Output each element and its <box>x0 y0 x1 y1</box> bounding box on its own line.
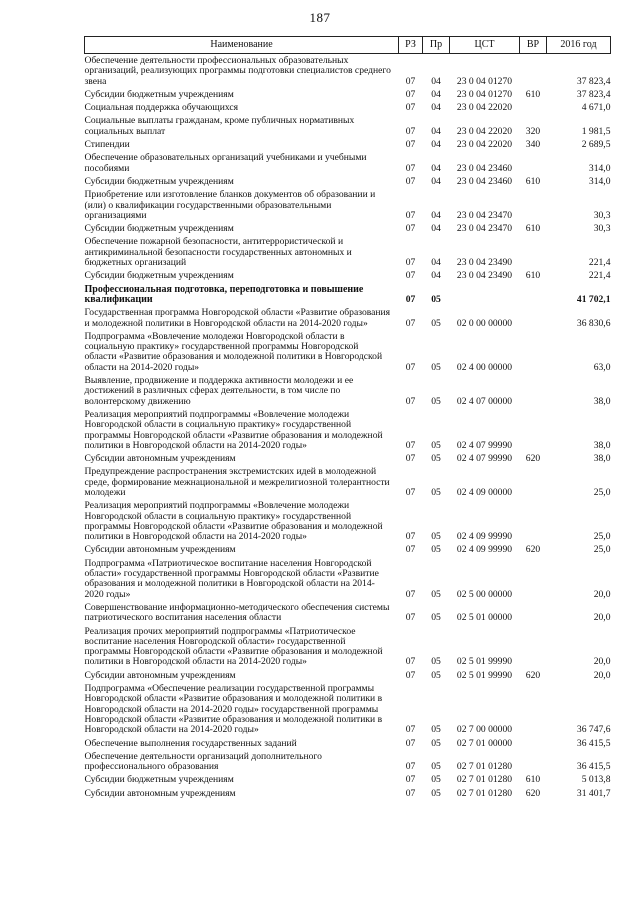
row-vr <box>520 601 547 625</box>
row-pr: 04 <box>431 270 441 282</box>
row-amount: 30,3 <box>593 223 611 235</box>
row-name: Субсидии бюджетным учреждениям <box>84 175 234 187</box>
table-row <box>85 269 611 282</box>
row-vr <box>520 235 547 269</box>
row-vr <box>520 374 547 408</box>
row-amount: 221,4 <box>588 270 611 282</box>
row-pr: 04 <box>431 257 441 269</box>
row-name: Обеспечение деятельности организаций дополнительного профессионального образования <box>84 750 322 773</box>
row-cst: 02 0 00 00000 <box>456 317 513 329</box>
row-pr: 05 <box>431 317 441 329</box>
row-vr <box>520 625 547 669</box>
table-row <box>85 750 611 774</box>
row-rz: 07 <box>405 223 416 235</box>
budget-table <box>84 36 611 800</box>
row-pr: 05 <box>431 361 441 373</box>
row-cst: 02 4 09 00000 <box>456 486 513 498</box>
row-rz: 07 <box>405 162 416 174</box>
row-rz: 07 <box>405 139 416 151</box>
row-cst: 23 0 04 23470 <box>456 209 513 221</box>
row-amount: 36 415,5 <box>576 737 611 749</box>
table-row <box>85 543 611 556</box>
row-pr: 05 <box>431 395 441 407</box>
row-cst: 02 7 01 01280 <box>456 774 513 786</box>
row-name: Субсидии бюджетным учреждениям <box>84 223 234 235</box>
row-amount: 25,0 <box>593 531 611 543</box>
row-cst: 02 7 00 00000 <box>456 724 513 736</box>
row-cst: 02 5 00 00000 <box>456 588 513 600</box>
row-name: Обеспечение деятельности профессиональных образовательных организаций, реализующих программы подготовки специалистов среднего звена <box>84 55 391 87</box>
row-vr <box>520 151 547 175</box>
row-rz: 07 <box>405 531 416 543</box>
row-name: Субсидии автономным учреждениям <box>84 544 236 556</box>
row-cst: 23 0 04 23460 <box>456 175 513 187</box>
row-vr <box>520 750 547 774</box>
row-amount: 314,0 <box>588 175 611 187</box>
row-vr: 610 <box>525 223 541 235</box>
table-row <box>85 306 611 330</box>
row-rz: 07 <box>405 612 416 624</box>
row-rz: 07 <box>405 669 416 681</box>
row-rz: 07 <box>405 209 416 221</box>
row-pr: 05 <box>431 724 441 736</box>
row-vr <box>520 283 547 307</box>
row-cst: 23 0 04 22020 <box>456 102 513 114</box>
row-pr: 04 <box>431 223 441 235</box>
row-pr: 04 <box>431 102 441 114</box>
row-pr: 04 <box>431 175 441 187</box>
column-header-pr: Пр <box>423 37 450 54</box>
table-row <box>85 557 611 601</box>
row-amount: 37 823,4 <box>576 75 611 87</box>
row-rz: 07 <box>405 395 416 407</box>
row-cst: 02 4 07 99990 <box>456 439 513 451</box>
row-rz: 07 <box>405 175 416 187</box>
page-number: 187 <box>309 10 331 25</box>
row-pr: 05 <box>431 293 441 305</box>
row-amount: 63,0 <box>593 361 611 373</box>
table-row <box>85 330 611 374</box>
row-vr <box>520 306 547 330</box>
row-vr: 610 <box>525 175 541 187</box>
row-cst: 02 7 01 01280 <box>456 761 513 773</box>
row-amount: 41 702,1 <box>576 293 611 305</box>
row-rz: 07 <box>405 75 416 87</box>
row-name: Субсидии бюджетным учреждениям <box>84 88 234 100</box>
row-vr: 620 <box>525 787 541 799</box>
table-row <box>85 408 611 452</box>
row-cst: 23 0 04 23470 <box>456 223 513 235</box>
row-amount: 37 823,4 <box>576 88 611 100</box>
row-pr: 05 <box>431 656 441 668</box>
row-name: Субсидии бюджетным учреждениям <box>84 270 234 282</box>
table-row <box>85 773 611 786</box>
table-row <box>85 222 611 235</box>
row-rz: 07 <box>405 544 416 556</box>
row-name: Обеспечение пожарной безопасности, антитеррористической и антикриминальной безопасности государственных автономных и бюджетных организаций <box>84 236 352 269</box>
table-row <box>85 235 611 269</box>
row-vr <box>520 101 547 114</box>
row-name: Обеспечение образовательных организаций учебниками и учебными пособиями <box>84 152 367 174</box>
table-row <box>85 283 611 307</box>
row-amount: 1 981,5 <box>581 125 611 137</box>
row-name: Совершенствование информационно-методического обеспечения системы патриотического воспитания населения области <box>84 601 390 624</box>
row-pr: 04 <box>431 75 441 87</box>
row-name: Реализация мероприятий подпрограммы «Вовлечение молодежи Новгородской области в социальную практику» государственной программы Новгородской области «Развитие образования и молодежной политики в Новгородской области на 2014-2020 годы» <box>84 500 383 543</box>
row-vr <box>520 330 547 374</box>
row-vr: 320 <box>525 125 541 137</box>
row-amount: 2 689,5 <box>581 139 611 151</box>
row-name: Подпрограмма «Обеспечение реализации государственной программы Новгородской области «Развитие образования и молодежной политики в Новгородской области на 2014-2020 годы» государственной программы Новгородской области «Развитие образования и молодежной политики в Новгородской области на 2014-2020 годы» <box>84 683 383 736</box>
row-name: Государственная программа Новгородской области «Развитие образования и молодежной политики в Новгородской области на 2014-2020 годы» <box>84 307 391 329</box>
row-vr <box>520 737 547 750</box>
table-row <box>85 625 611 669</box>
row-rz: 07 <box>405 656 416 668</box>
row-rz: 07 <box>405 317 416 329</box>
table-header-row <box>85 37 611 54</box>
row-vr: 610 <box>525 88 541 100</box>
table-row <box>85 465 611 499</box>
row-cst: 02 7 01 01280 <box>456 787 513 799</box>
row-cst: 02 5 01 99990 <box>456 656 513 668</box>
row-pr: 05 <box>431 669 441 681</box>
row-rz: 07 <box>405 125 416 137</box>
row-pr: 04 <box>431 139 441 151</box>
row-cst: 02 5 01 99990 <box>456 669 513 681</box>
row-name: Подпрограмма «Вовлечение молодежи Новгородской области в социальную практику» государственной программы Новгородской области «Развитие образования и молодежной политики в Новгородской области на 2014-2020 годы» <box>84 330 383 373</box>
row-amount: 20,0 <box>593 612 611 624</box>
column-header-cst: ЦСТ <box>450 37 520 54</box>
row-rz: 07 <box>405 774 416 786</box>
row-name: Обеспечение выполнения государственных заданий <box>84 737 297 749</box>
table-row <box>85 682 611 736</box>
row-amount: 25,0 <box>593 544 611 556</box>
row-vr <box>520 54 547 88</box>
table-row <box>85 151 611 175</box>
table-row <box>85 787 611 800</box>
row-pr: 05 <box>431 787 441 799</box>
row-rz: 07 <box>405 270 416 282</box>
row-cst: 23 0 04 23490 <box>456 257 513 269</box>
row-rz: 07 <box>405 439 416 451</box>
row-amount: 4 671,0 <box>581 102 611 114</box>
row-rz: 07 <box>405 293 416 305</box>
row-vr <box>520 557 547 601</box>
row-amount: 38,0 <box>593 439 611 451</box>
row-cst: 23 0 04 01270 <box>456 88 513 100</box>
row-cst: 02 4 09 99990 <box>456 531 513 543</box>
row-rz: 07 <box>405 787 416 799</box>
row-amount: 36 415,5 <box>576 761 611 773</box>
row-pr: 05 <box>431 761 441 773</box>
row-pr: 05 <box>431 439 441 451</box>
row-pr: 04 <box>431 162 441 174</box>
table-body <box>85 54 611 801</box>
row-cst: 02 4 07 00000 <box>456 395 513 407</box>
row-pr: 05 <box>431 453 441 465</box>
row-cst: 23 0 04 01270 <box>456 75 513 87</box>
row-vr: 620 <box>525 453 541 465</box>
row-amount: 5 013,8 <box>581 774 611 786</box>
row-cst: 23 0 04 22020 <box>456 139 513 151</box>
row-name: Субсидии автономным учреждениям <box>84 669 236 681</box>
row-cst: 02 4 00 00000 <box>456 361 513 373</box>
table-row <box>85 452 611 465</box>
column-header-vr: ВР <box>520 37 547 54</box>
row-name: Социальные выплаты гражданам, кроме публичных нормативных социальных выплат <box>84 115 355 137</box>
row-rz: 07 <box>405 453 416 465</box>
table-row <box>85 499 611 543</box>
row-rz: 07 <box>405 88 416 100</box>
row-vr: 610 <box>525 774 541 786</box>
row-rz: 07 <box>405 737 416 749</box>
row-amount: 31 401,7 <box>576 787 611 799</box>
row-amount: 20,0 <box>593 656 611 668</box>
row-amount: 36 830,6 <box>576 317 611 329</box>
table-row <box>85 54 611 88</box>
row-name: Субсидии автономным учреждениям <box>84 453 236 465</box>
row-vr: 620 <box>525 669 541 681</box>
table-row <box>85 669 611 682</box>
row-pr: 05 <box>431 774 441 786</box>
row-cst: 02 4 09 99990 <box>456 544 513 556</box>
row-name: Субсидии автономным учреждениям <box>84 787 236 799</box>
column-header-year: 2016 год <box>547 37 611 54</box>
row-amount: 30,3 <box>593 209 611 221</box>
row-rz: 07 <box>405 724 416 736</box>
row-rz: 07 <box>405 486 416 498</box>
row-name: Выявление, продвижение и поддержка активности молодежи и ее достижений в различных сферах деятельности, в том числе по волонтерскому движению <box>84 375 354 407</box>
row-cst: 23 0 04 23460 <box>456 162 513 174</box>
row-pr: 05 <box>431 612 441 624</box>
row-cst <box>450 283 520 307</box>
row-name: Подпрограмма «Патриотическое воспитание населения Новгородской области» государственной программы Новгородской области «Развитие образования и молодежной политики в Новгородской области на 2014-2020 годы» <box>84 557 379 600</box>
table-row <box>85 101 611 114</box>
row-vr <box>520 682 547 736</box>
row-amount: 314,0 <box>588 162 611 174</box>
column-header-rz: РЗ <box>399 37 423 54</box>
row-vr: 340 <box>525 139 541 151</box>
row-pr: 05 <box>431 544 441 556</box>
row-pr: 05 <box>431 531 441 543</box>
row-cst: 23 0 04 23490 <box>456 270 513 282</box>
row-cst: 02 4 07 99990 <box>456 453 513 465</box>
row-rz: 07 <box>405 102 416 114</box>
row-vr <box>520 188 547 222</box>
row-vr: 610 <box>525 270 541 282</box>
row-name: Приобретение или изготовление бланков документов об образовании и (или) о квалификации государственными образовательными организациями <box>84 189 376 221</box>
row-cst: 02 5 01 00000 <box>456 612 513 624</box>
row-cst: 23 0 04 22020 <box>456 125 513 137</box>
table-row <box>85 175 611 188</box>
row-name: Предупреждение распространения экстремистских идей в молодежной среде, формирование межнациональной и межрелигиозной толерантности молодежи <box>84 466 390 498</box>
row-name: Социальная поддержка обучающихся <box>84 102 239 114</box>
row-amount: 36 747,6 <box>576 724 611 736</box>
row-pr: 05 <box>431 486 441 498</box>
table-row <box>85 88 611 101</box>
table-row <box>85 114 611 138</box>
row-name: Реализация мероприятий подпрограммы «Вовлечение молодежи Новгородской области в социальную практику» государственной программы Новгородской области «Развитие образования и молодежной политики в Новгородской области на 2014-2020 годы» <box>84 408 383 451</box>
column-header-name: Наименование <box>85 37 399 54</box>
row-pr: 04 <box>431 125 441 137</box>
row-vr <box>520 408 547 452</box>
row-name: Стипендии <box>84 139 130 151</box>
row-amount: 20,0 <box>593 588 611 600</box>
row-vr <box>520 465 547 499</box>
row-amount: 25,0 <box>593 486 611 498</box>
row-name: Профессиональная подготовка, переподготовка и повышение квалификации <box>84 283 364 305</box>
row-rz: 07 <box>405 588 416 600</box>
row-pr: 05 <box>431 588 441 600</box>
row-amount: 20,0 <box>593 669 611 681</box>
table-row <box>85 737 611 750</box>
row-pr: 05 <box>431 737 441 749</box>
row-cst: 02 7 01 00000 <box>456 737 513 749</box>
table-row <box>85 188 611 222</box>
row-rz: 07 <box>405 361 416 373</box>
row-vr: 620 <box>525 544 541 556</box>
row-rz: 07 <box>405 761 416 773</box>
table-row <box>85 601 611 625</box>
row-vr <box>520 499 547 543</box>
row-amount: 38,0 <box>593 453 611 465</box>
row-name: Субсидии бюджетным учреждениям <box>84 774 234 786</box>
table-row <box>85 138 611 151</box>
row-amount: 221,4 <box>588 257 611 269</box>
row-pr: 04 <box>431 209 441 221</box>
row-rz: 07 <box>405 257 416 269</box>
table-row <box>85 374 611 408</box>
row-pr: 04 <box>431 88 441 100</box>
row-amount: 38,0 <box>593 395 611 407</box>
row-name: Реализация прочих мероприятий подпрограммы «Патриотическое воспитание населения Новгородской области» государственной программы Новгородской области «Развитие образования и молодежной политики в Новгородской области на 2014-2020 годы» <box>84 625 383 668</box>
